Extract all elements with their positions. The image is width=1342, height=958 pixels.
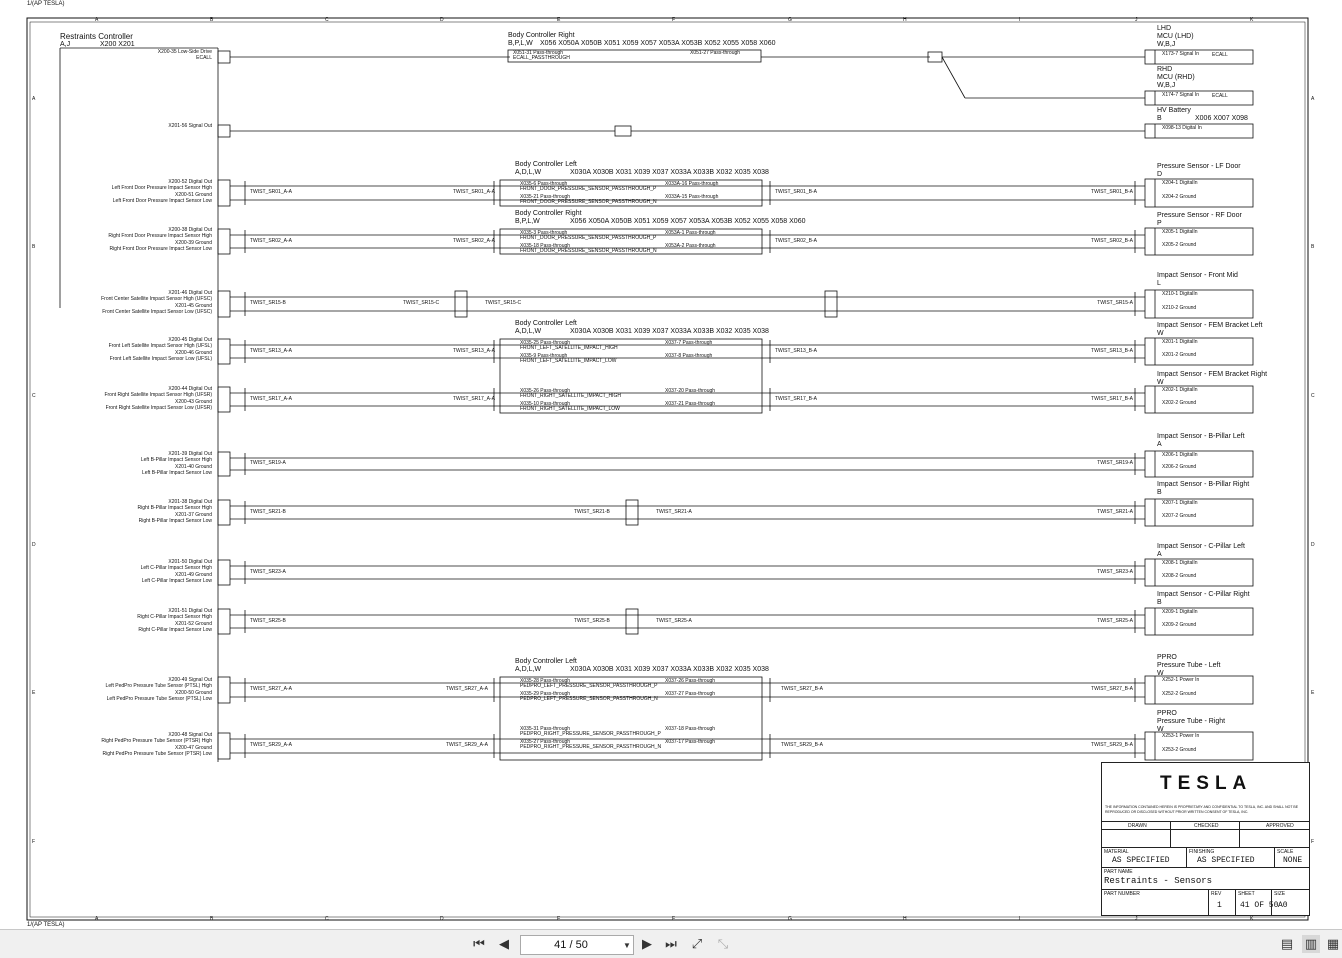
two-page-view-icon[interactable]: ▥ xyxy=(1302,935,1320,953)
controller-code: A,J xyxy=(60,41,71,48)
pin-description: Right B-Pillar Impact Sensor High xyxy=(137,505,212,511)
column-marker-top: G xyxy=(788,17,792,23)
column-marker-bottom: K xyxy=(1250,916,1254,922)
device-name: Pressure Sensor - LF Door xyxy=(1157,163,1241,170)
row-marker-right: F xyxy=(1311,839,1315,845)
twist-label: TWIST_SR19-A xyxy=(250,460,286,466)
twist-label-mid-right: TWIST_SR02_B-A xyxy=(775,237,817,244)
column-marker-top: K xyxy=(1250,17,1254,23)
row-marker-right: B xyxy=(1311,244,1315,250)
bcr-top-pin-right: X051-27 Pass-through xyxy=(690,50,741,56)
page-value: 41 / 50 xyxy=(554,939,588,951)
body-controller-code: A,D,L,W xyxy=(515,328,542,335)
twist-label: TWIST_SR17_A-A xyxy=(250,395,292,402)
twist-label: TWIST_SR02_A-A xyxy=(250,237,292,244)
finishing-value: AS SPECIFIED xyxy=(1197,856,1255,865)
passthrough-pin: X037-21 Pass-through xyxy=(665,401,716,407)
device-pin: X202-2 Ground xyxy=(1162,400,1197,406)
twist-label-mid: TWIST_SR29_A-A xyxy=(446,742,488,748)
device-connectors: X006 X007 X098 xyxy=(1195,115,1248,122)
pin-label: X201-45 Ground xyxy=(175,303,212,309)
twist-label-inline-right: TWIST_SR25-A xyxy=(656,617,692,624)
pin-label: X200-38 Digital Out xyxy=(168,227,212,233)
device-pin: X207-2 Ground xyxy=(1162,513,1197,519)
column-marker-top: D xyxy=(440,17,444,23)
pin-label: X200-49 Signal Out xyxy=(168,677,212,683)
footer-corner-label: 1/(AP TESLA) xyxy=(27,922,65,928)
row-marker-left: C xyxy=(32,393,36,399)
row-marker-right: A xyxy=(1311,96,1315,102)
device-pin: X207-1 DigitalIn xyxy=(1162,500,1198,506)
device-prefix: PPRO xyxy=(1157,710,1177,717)
bcr-top-code: B,P,L,W xyxy=(508,40,533,47)
pin-label: X200-39 Ground xyxy=(175,240,212,246)
part-name-value: Restraints - Sensors xyxy=(1104,876,1213,886)
controller-connector xyxy=(218,609,230,634)
passthrough-pin: X037-8 Pass-through xyxy=(665,353,713,359)
tesla-logo: TESLA xyxy=(1160,773,1253,794)
passthrough-pin: X053A-1 Pass-through xyxy=(665,230,716,236)
twist-label: TWIST_SR29_A-A xyxy=(250,742,292,748)
passthrough-signal: PEDPRO_LEFT_PRESSURE_SENSOR_PASSTHROUGH_P xyxy=(520,683,658,689)
pin-description: Left C-Pillar Impact Sensor High xyxy=(140,565,212,571)
twist-label-right: TWIST_SR19-A xyxy=(1097,460,1133,466)
inline-connector xyxy=(928,52,942,62)
device-code: W,B,J xyxy=(1157,41,1176,48)
header-corner-label: 1/(AP TESLA) xyxy=(27,1,65,7)
column-marker-top: H xyxy=(903,17,907,23)
device-name: Impact Sensor - C-Pillar Left xyxy=(1157,543,1245,550)
proprietary-notice: THE INFORMATION CONTAINED HEREIN IS PROPRIETARY AND CONFIDENTIAL TO TESLA, INC. AND SHALL NOT BE REPRODUCED OR DISCLOSED WITHOUT PRIOR WRITTEN CONSENT OF TESLA, INC. xyxy=(1105,805,1299,814)
twist-label: TWIST_SR27_A-A xyxy=(250,686,292,692)
column-marker-bottom: G xyxy=(788,916,792,922)
controller-connector xyxy=(218,180,230,206)
device-prefix: LHD xyxy=(1157,25,1172,32)
passthrough-signal: FRONT_DOOR_PRESSURE_SENSOR_PASSTHROUGH_P xyxy=(520,186,657,192)
controller-connector xyxy=(218,677,230,703)
pin-label: X200-50 Ground xyxy=(175,690,212,696)
passthrough-signal: FRONT_DOOR_PRESSURE_SENSOR_PASSTHROUGH_N xyxy=(520,248,657,254)
chevron-down-icon: ▼ xyxy=(623,940,631,950)
body-controller-name: Body Controller Left xyxy=(515,658,577,665)
pin-label: X201-40 Ground xyxy=(175,464,212,470)
twist-label: TWIST_SR25-B xyxy=(250,617,286,624)
pin-description: Front Left Satellite Impact Sensor High (UFSL) xyxy=(108,343,212,349)
passthrough-pin: X035-3 Pass-through xyxy=(520,230,568,236)
body-controller-code: B,P,L,W xyxy=(515,218,540,225)
passthrough-pin: X037-7 Pass-through xyxy=(665,340,713,346)
twist-label-right: TWIST_SR01_B-A xyxy=(1091,189,1133,195)
device-code: W xyxy=(1157,726,1164,733)
twist-label-inline-right: TWIST_SR15-C xyxy=(485,300,522,306)
device-code: B xyxy=(1157,489,1162,496)
passthrough-signal: FRONT_RIGHT_SATELLITE_IMPACT_LOW xyxy=(520,406,620,412)
pin-label: X201-56 Signal Out xyxy=(168,123,212,129)
first-page-icon[interactable]: ⏮ xyxy=(473,936,485,952)
controller-connector xyxy=(218,733,230,759)
device-name: Pressure Sensor - RF Door xyxy=(1157,212,1242,219)
device-pin: X253-1 Power In xyxy=(1162,733,1200,739)
prev-page-icon[interactable]: ◀ xyxy=(499,936,509,952)
passthrough-pin: X035-29 Pass-through xyxy=(520,691,571,697)
column-marker-top: A xyxy=(95,17,99,23)
pin-label: X201-38 Digital Out xyxy=(168,499,212,505)
body-controller-connectors: X030A X030B X031 X039 X037 X033A X033B X032 X035 X038 xyxy=(570,666,769,673)
device-name: MCU (RHD) xyxy=(1157,74,1195,81)
pin-description: Right C-Pillar Impact Sensor High xyxy=(137,614,212,620)
device-code: A xyxy=(1157,441,1162,448)
sheet-header: SHEET xyxy=(1238,891,1255,897)
column-marker-bottom: D xyxy=(440,916,444,922)
controller-connector xyxy=(218,229,230,254)
passthrough-signal: PEDPRO_RIGHT_PRESSURE_SENSOR_PASSTHROUGH_N xyxy=(520,744,662,750)
device-pin: X173-7 Signal In xyxy=(1162,51,1199,57)
continuous-view-icon[interactable]: ▦ xyxy=(1326,936,1340,952)
inline-connector-pair xyxy=(626,500,638,525)
passthrough-pin: X035-26 Pass-through xyxy=(520,388,571,394)
twist-label-right: TWIST_SR21-A xyxy=(1097,508,1133,515)
device-pin: X201-1 DigitalIn xyxy=(1162,339,1198,345)
device-name: Impact Sensor - Front Mid xyxy=(1157,272,1238,279)
fit-page-icon[interactable]: ⤡ xyxy=(717,936,729,952)
inline-connector-pair xyxy=(825,291,837,317)
checked-label: CHECKED xyxy=(1194,823,1219,829)
device-pin: X202-1 DigitalIn xyxy=(1162,387,1198,393)
column-marker-top: F xyxy=(672,17,676,23)
body-controller-connectors: X030A X030B X031 X039 X037 X033A X033B X032 X035 X038 xyxy=(570,328,769,335)
row-marker-left: E xyxy=(32,690,36,696)
body-controller-name: Body Controller Left xyxy=(515,320,577,327)
passthrough-pin: X035-6 Pass-through xyxy=(520,181,568,187)
device-code: W,B,J xyxy=(1157,82,1176,89)
bcr-top-signal: ECALL_PASSTHROUGH xyxy=(513,55,570,61)
device-pin: X209-2 Ground xyxy=(1162,622,1197,628)
pin-label: X200-51 Ground xyxy=(175,192,212,198)
passthrough-pin: X035-28 Pass-through xyxy=(520,678,571,684)
controller-connector xyxy=(218,51,230,63)
device-code: A xyxy=(1157,551,1162,558)
device-name: Pressure Tube - Left xyxy=(1157,662,1221,669)
twist-label-right: TWIST_SR25-A xyxy=(1097,617,1133,624)
pin-description: Front Left Satellite Impact Sensor Low (UFSL) xyxy=(109,356,212,362)
passthrough-signal: FRONT_DOOR_PRESSURE_SENSOR_PASSTHROUGH_P xyxy=(520,235,657,241)
twist-label-inline-right: TWIST_SR21-A xyxy=(656,508,692,515)
bcr-top-pin-left: X051-31 Pass-through xyxy=(513,50,564,56)
column-marker-bottom: E xyxy=(557,916,561,922)
device-pin: X174-7 Signal In xyxy=(1162,92,1199,98)
device-pin: X201-2 Ground xyxy=(1162,352,1197,358)
twist-label: TWIST_SR21-B xyxy=(250,508,286,515)
device-name: Impact Sensor - FEM Bracket Left xyxy=(1157,322,1263,329)
last-page-icon[interactable]: ⏭ xyxy=(665,936,677,952)
column-marker-bottom: B xyxy=(210,916,214,922)
passthrough-signal: FRONT_LEFT_SATELLITE_IMPACT_HIGH xyxy=(520,345,618,351)
device-code: W xyxy=(1157,379,1164,386)
body-controller-code: A,D,L,W xyxy=(515,169,542,176)
sheet-value: 41 OF 50 xyxy=(1240,901,1279,910)
bcr-top-name: Body Controller Right xyxy=(508,32,575,39)
twist-label-mid-right: TWIST_SR29_B-A xyxy=(781,742,823,748)
finishing-header: FINISHING xyxy=(1189,849,1215,855)
single-page-view-icon[interactable]: ▤ xyxy=(1280,936,1294,952)
row-marker-left: A xyxy=(32,96,36,102)
pin-description: Front Center Satellite Impact Sensor High (UFSC) xyxy=(101,296,212,302)
device-pin: X098-13 Digital In xyxy=(1162,125,1202,131)
row-marker-left: B xyxy=(32,244,36,250)
drawn-label: DRAWN xyxy=(1128,823,1147,829)
pin-label: X200-46 Ground xyxy=(175,350,212,356)
title-block xyxy=(1101,762,1310,916)
column-marker-top: I xyxy=(1019,17,1021,23)
pin-description: Front Center Satellite Impact Sensor Low (UFSC) xyxy=(102,309,212,315)
device-pin: X210-2 Ground xyxy=(1162,305,1197,311)
body-controller-name: Body Controller Left xyxy=(515,161,577,168)
passthrough-signal: FRONT_DOOR_PRESSURE_SENSOR_PASSTHROUGH_N xyxy=(520,199,657,205)
device-pin: X204-1 DigitalIn xyxy=(1162,180,1198,186)
controller-connector xyxy=(218,560,230,585)
twist-label-right: TWIST_SR15-A xyxy=(1097,300,1133,306)
passthrough-pin: X035-27 Pass-through xyxy=(520,739,571,745)
twist-label-right: TWIST_SR23-A xyxy=(1097,568,1133,575)
device-pin: X208-1 DigitalIn xyxy=(1162,560,1198,566)
passthrough-pin: X037-27 Pass-through xyxy=(665,691,716,697)
pin-description: Left PedPro Pressure Tube Sensor (PTSL) Low xyxy=(106,696,212,702)
pin-label: X201-49 Ground xyxy=(175,572,212,578)
device-pin: X253-2 Ground xyxy=(1162,747,1197,753)
row-marker-left: F xyxy=(32,839,36,845)
pin-label: X200-44 Digital Out xyxy=(168,386,212,392)
device-pin: X210-1 DigitalIn xyxy=(1162,291,1198,297)
device-signal: ECALL xyxy=(1212,52,1228,58)
passthrough-pin: X035-18 Pass-through xyxy=(520,243,571,249)
pin-label: X201-50 Digital Out xyxy=(168,559,212,565)
device-pin: X252-2 Ground xyxy=(1162,691,1197,697)
twist-label-mid-right: TWIST_SR27_B-A xyxy=(781,686,823,692)
twist-label: TWIST_SR13_A-A xyxy=(250,347,292,354)
pin-description: Right Front Door Pressure Impact Sensor Low xyxy=(109,246,212,252)
controller-connector xyxy=(218,500,230,525)
device-name: Impact Sensor - B-Pillar Right xyxy=(1157,481,1250,488)
device-name: MCU (LHD) xyxy=(1157,33,1194,40)
passthrough-pin: X035-9 Pass-through xyxy=(520,353,568,359)
page-selector[interactable] xyxy=(520,935,634,955)
twist-label-inline: TWIST_SR25-B xyxy=(574,617,610,624)
controller-name: Restraints Controller xyxy=(60,32,133,41)
device-pin: X204-2 Ground xyxy=(1162,194,1197,200)
passthrough-pin: X035-25 Pass-through xyxy=(520,340,571,346)
device-prefix: PPRO xyxy=(1157,654,1177,661)
column-marker-bottom: J xyxy=(1135,916,1138,922)
controller-connector xyxy=(218,291,230,317)
pin-label: X201-39 Digital Out xyxy=(168,451,212,457)
material-header: MATERIAL xyxy=(1104,849,1129,855)
material-value: AS SPECIFIED xyxy=(1112,856,1170,865)
device-signal: ECALL xyxy=(1212,93,1228,99)
twist-label-mid-right: TWIST_SR01_B-A xyxy=(775,189,817,195)
pin-label: X200-52 Digital Out xyxy=(168,179,212,185)
device-pin: X205-1 DigitalIn xyxy=(1162,229,1198,235)
device-code: B xyxy=(1157,599,1162,606)
device-name: Pressure Tube - Right xyxy=(1157,718,1226,725)
passthrough-pin: X033A-15 Pass-through xyxy=(665,194,719,200)
device-code: W xyxy=(1157,670,1164,677)
device-code: L xyxy=(1157,280,1161,287)
twist-label-right: TWIST_SR17_B-A xyxy=(1091,395,1133,402)
size-value: A0 xyxy=(1278,901,1288,910)
passthrough-signal: FRONT_RIGHT_SATELLITE_IMPACT_HIGH xyxy=(520,393,621,399)
pin-description: Right PedPro Pressure Tube Sensor (PTSR) High xyxy=(101,738,212,744)
twist-label-mid-right: TWIST_SR17_B-A xyxy=(775,395,817,402)
device-code: W xyxy=(1157,330,1164,337)
next-page-icon[interactable]: ▶ xyxy=(642,936,652,952)
part-name-header: PART NAME xyxy=(1104,869,1133,875)
passthrough-signal: PEDPRO_LEFT_PRESSURE_SENSOR_PASSTHROUGH_N xyxy=(520,696,658,702)
row-marker-right: C xyxy=(1311,393,1315,399)
twist-label: TWIST_SR23-A xyxy=(250,568,286,575)
pin-description: Left Front Door Pressure Impact Sensor High xyxy=(111,185,212,191)
inline-connector xyxy=(615,126,631,136)
pin-label: X200-35 Low-Side Drive xyxy=(157,49,212,55)
rev-header: REV xyxy=(1211,891,1222,897)
size-header: SIZE xyxy=(1274,891,1286,897)
device-name: HV Battery xyxy=(1157,107,1191,114)
row-marker-right: E xyxy=(1311,690,1315,696)
passthrough-signal: FRONT_LEFT_SATELLITE_IMPACT_LOW xyxy=(520,358,617,364)
pin-label: X200-48 Signal Out xyxy=(168,732,212,738)
body-controller-connectors: X056 X050A X050B X051 X059 X057 X053A X053B X052 X055 X058 X060 xyxy=(570,218,806,225)
pin-description: Right C-Pillar Impact Sensor Low xyxy=(138,627,212,633)
pin-description: Left B-Pillar Impact Sensor Low xyxy=(141,470,212,476)
passthrough-pin: X035-21 Pass-through xyxy=(520,194,571,200)
body-controller-connectors: X030A X030B X031 X039 X037 X033A X033B X032 X035 X038 xyxy=(570,169,769,176)
twist-label-right: TWIST_SR13_B-A xyxy=(1091,347,1133,354)
device-pin: X208-2 Ground xyxy=(1162,573,1197,579)
device-code: D xyxy=(1157,171,1163,178)
device-pin: X206-2 Ground xyxy=(1162,464,1197,470)
passthrough-pin: X037-18 Pass-through xyxy=(665,726,716,732)
scale-header: SCALE xyxy=(1277,849,1294,855)
twist-label-inline: TWIST_SR21-B xyxy=(574,508,610,515)
device-pin: X209-1 DigitalIn xyxy=(1162,609,1198,615)
column-marker-bottom: H xyxy=(903,916,907,922)
twist-label-mid: TWIST_SR17_A-A xyxy=(453,395,495,402)
twist-label-right: TWIST_SR27_B-A xyxy=(1091,686,1133,692)
part-number-header: PART NUMBER xyxy=(1104,891,1140,897)
body-controller-code: A,D,L,W xyxy=(515,666,542,673)
twist-label-mid: TWIST_SR27_A-A xyxy=(446,686,488,692)
row-marker-right: D xyxy=(1311,542,1315,548)
pin-description: Left B-Pillar Impact Sensor High xyxy=(140,457,212,463)
column-marker-bottom: A xyxy=(95,916,99,922)
passthrough-pin: X037-20 Pass-through xyxy=(665,388,716,394)
inline-connector-pair xyxy=(626,609,638,634)
device-pin: X206-1 DigitalIn xyxy=(1162,452,1198,458)
pin-description: Right Front Door Pressure Impact Sensor High xyxy=(108,233,212,239)
device-pin: X252-1 Power In xyxy=(1162,677,1200,683)
approved-label: APPROVED xyxy=(1266,823,1294,829)
scale-value: NONE xyxy=(1283,856,1303,865)
pin-label: X201-46 Digital Out xyxy=(168,290,212,296)
controller-connectors: X200 X201 xyxy=(100,41,135,48)
passthrough-pin: X035-31 Pass-through xyxy=(520,726,571,732)
pdf-toolbar xyxy=(0,929,1342,958)
pin-label: X201-52 Ground xyxy=(175,621,212,627)
twist-label-mid: TWIST_SR02_A-A xyxy=(453,237,495,244)
pin-label: X200-47 Ground xyxy=(175,745,212,751)
passthrough-pin: X053A-2 Pass-through xyxy=(665,243,716,249)
twist-label-right: TWIST_SR29_B-A xyxy=(1091,742,1133,748)
pin-label: X201-51 Digital Out xyxy=(168,608,212,614)
passthrough-signal: PEDPRO_RIGHT_PRESSURE_SENSOR_PASSTHROUGH_P xyxy=(520,731,661,737)
row-marker-left: D xyxy=(32,542,36,548)
column-marker-top: J xyxy=(1135,17,1138,23)
controller-connector xyxy=(218,339,230,364)
pin-description: Left C-Pillar Impact Sensor Low xyxy=(141,578,212,584)
pin-description: ECALL xyxy=(196,55,212,61)
pin-description: Left Front Door Pressure Impact Sensor Low xyxy=(112,198,212,204)
passthrough-pin: X037-26 Pass-through xyxy=(665,678,716,684)
controller-connector xyxy=(218,125,230,137)
pin-label: X200-43 Ground xyxy=(175,399,212,405)
pin-description: Right PedPro Pressure Tube Sensor (PTSR) Low xyxy=(102,751,212,757)
bcr-top-connectors: X056 X050A X050B X051 X059 X057 X053A X053B X052 X055 X058 X060 xyxy=(540,40,776,47)
column-marker-top: C xyxy=(325,17,329,23)
device-prefix: RHD xyxy=(1157,66,1173,73)
device-code: B xyxy=(1157,115,1162,122)
column-marker-bottom: C xyxy=(325,916,329,922)
ecall-branch xyxy=(942,57,965,98)
rev-value: 1 xyxy=(1217,901,1222,910)
twist-label-mid: TWIST_SR01_A-A xyxy=(453,189,495,195)
device-pin: X205-2 Ground xyxy=(1162,242,1197,248)
column-marker-top: B xyxy=(210,17,214,23)
column-marker-bottom: I xyxy=(1019,916,1021,922)
controller-connector xyxy=(218,452,230,476)
device-name: Impact Sensor - C-Pillar Right xyxy=(1157,591,1250,598)
pin-description: Left PedPro Pressure Tube Sensor (PTSL) High xyxy=(105,683,212,689)
pin-label: X201-37 Ground xyxy=(175,512,212,518)
pin-label: X200-45 Digital Out xyxy=(168,337,212,343)
inline-connector-pair xyxy=(455,291,467,317)
twist-label: TWIST_SR15-B xyxy=(250,300,286,306)
pin-description: Right B-Pillar Impact Sensor Low xyxy=(138,518,212,524)
device-name: Impact Sensor - B-Pillar Left xyxy=(1157,433,1245,440)
controller-connector xyxy=(218,387,230,412)
twist-label-right: TWIST_SR02_B-A xyxy=(1091,237,1133,244)
twist-label-mid-right: TWIST_SR13_B-A xyxy=(775,347,817,354)
column-marker-top: E xyxy=(557,17,561,23)
device-code: P xyxy=(1157,220,1162,227)
column-marker-bottom: F xyxy=(672,916,676,922)
twist-label-mid: TWIST_SR13_A-A xyxy=(453,347,495,354)
pin-description: Front Right Satellite Impact Sensor Low (UFSR) xyxy=(105,405,212,411)
passthrough-pin: X033A-16 Pass-through xyxy=(665,181,719,187)
device-name: Impact Sensor - FEM Bracket Right xyxy=(1157,371,1268,378)
twist-label: TWIST_SR01_A-A xyxy=(250,189,292,195)
body-controller-name: Body Controller Right xyxy=(515,210,582,217)
fit-width-icon[interactable]: ⤢ xyxy=(691,936,703,952)
passthrough-pin: X035-10 Pass-through xyxy=(520,401,571,407)
passthrough-pin: X037-17 Pass-through xyxy=(665,739,716,745)
twist-label-inline: TWIST_SR15-C xyxy=(403,300,440,306)
pin-description: Front Right Satellite Impact Sensor High (UFSR) xyxy=(104,392,212,398)
